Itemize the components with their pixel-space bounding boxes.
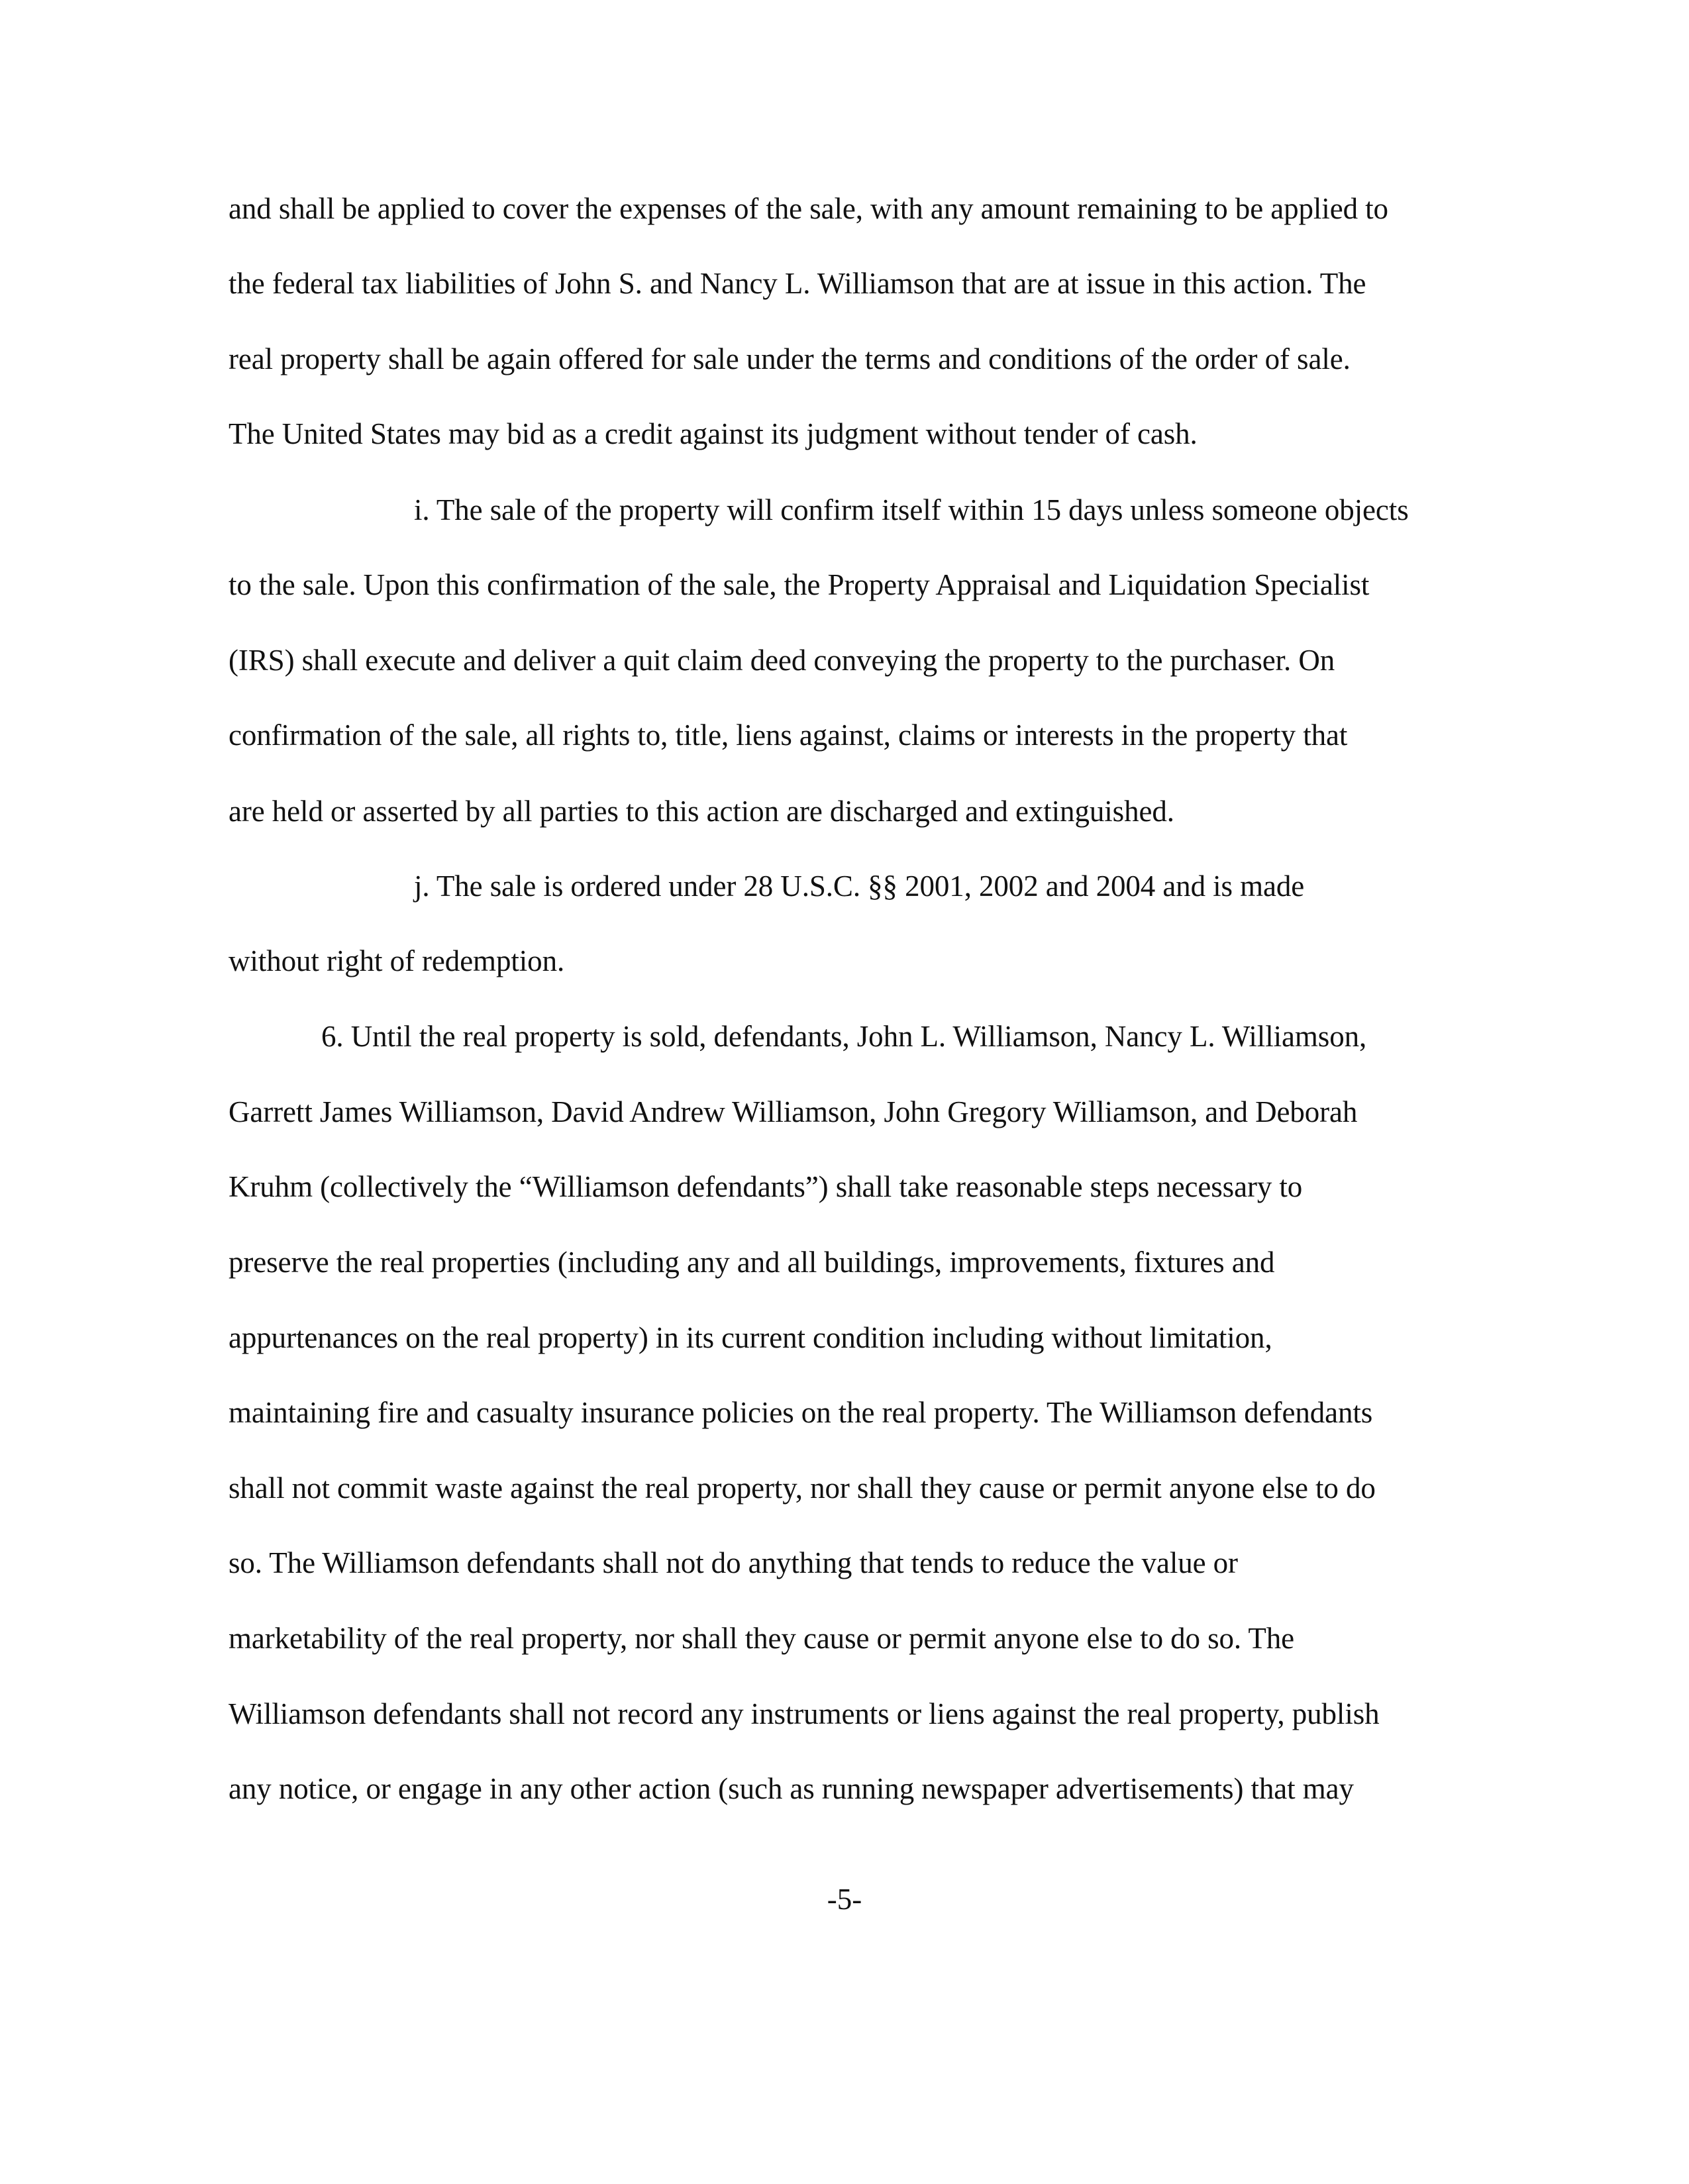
text-line: so. The Williamson defendants shall not do anything that tends to reduce the value or (229, 1546, 1238, 1579)
text-line: (IRS) shall execute and deliver a quit claim deed conveying the property to the purchaser. On (229, 644, 1335, 677)
text-line: without right of redemption. (229, 944, 565, 977)
text-line: marketability of the real property, nor shall they cause or permit anyone else to do so. The (229, 1622, 1295, 1655)
text-line: preserve the real properties (including any and all buildings, improvements, fixtures and (229, 1246, 1275, 1279)
text-line: shall not commit waste against the real property, nor shall they cause or permit anyone else to do (229, 1471, 1376, 1505)
text-line: maintaining fire and casualty insurance policies on the real property. The Williamson defendants (229, 1396, 1373, 1429)
text-line: Garrett James Williamson, David Andrew Williamson, John Gregory Williamson, and Deborah (229, 1095, 1358, 1128)
page-number: -5- (827, 1883, 862, 1916)
text-line: j. The sale is ordered under 28 U.S.C. §§ 2001, 2002 and 2004 and is made (414, 869, 1305, 903)
text-line: Williamson defendants shall not record any instruments or liens against the real property, publish (229, 1697, 1380, 1730)
text-line: The United States may bid as a credit against its judgment without tender of cash. (229, 417, 1198, 450)
text-line: Kruhm (collectively the “Williamson defendants”) shall take reasonable steps necessary to (229, 1170, 1303, 1203)
text-line: confirmation of the sale, all rights to, title, liens against, claims or interests in the property that (229, 719, 1348, 752)
text-line: i. The sale of the property will confirm itself within 15 days unless someone objects (414, 493, 1409, 526)
text-line: appurtenances on the real property) in its current condition including without limitation, (229, 1321, 1272, 1354)
text-line: the federal tax liabilities of John S. and Nancy L. Williamson that are at issue in this action. The (229, 267, 1366, 300)
text-line: are held or asserted by all parties to this action are discharged and extinguished. (229, 795, 1174, 828)
text-line: real property shall be again offered for sale under the terms and conditions of the order of sale. (229, 342, 1351, 375)
text-line: 6. Until the real property is sold, defendants, John L. Williamson, Nancy L. Williamson, (321, 1020, 1367, 1053)
text-line: and shall be applied to cover the expenses of the sale, with any amount remaining to be applied to (229, 192, 1388, 225)
text-line: any notice, or engage in any other action (such as running newspaper advertisements) that may (229, 1772, 1354, 1805)
text-line: to the sale. Upon this confirmation of the sale, the Property Appraisal and Liquidation Specialist (229, 568, 1370, 601)
